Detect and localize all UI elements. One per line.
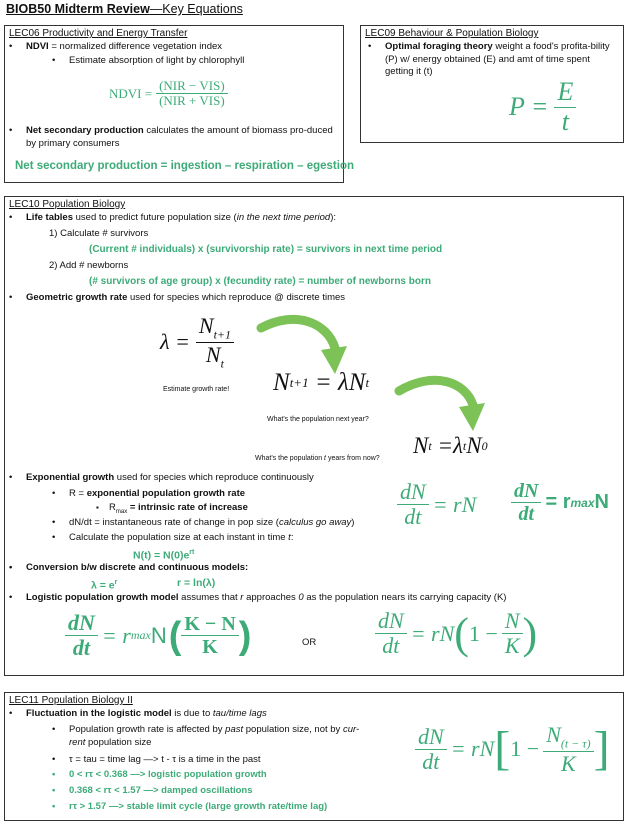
calculate-instant-text: • Calculate the population size at each instant in time t: (69, 532, 293, 545)
tau-range-3: • rτ > 1.57 —> stable limit cycle (large growth rate/time lag) (69, 801, 327, 814)
tau-definition: • τ = tau = time lag —> t - τ is a time in the past (69, 754, 261, 767)
page-title: BIOB50 Midterm Review—Key Equations (6, 2, 243, 16)
time-lag-equation: $\frac{dN}{dt}$ = rN [ 1 − $\frac{N_{(t - \tau)}}{K}$ ] (415, 723, 610, 776)
fluctuation-definition: • Fluctuation in the logistic model is due to tau/time lags (26, 708, 267, 721)
nt-equation: $N(t) = N(0)e^{rt}$ (133, 549, 195, 562)
dndt-definition: • dN/dt = instantaneous rate of change in pop size (calculus go away) (69, 517, 354, 530)
lec06-section (4, 25, 354, 183)
oft-equation: P = $\frac{E}{t}$ (509, 78, 576, 136)
life-step-1-equation: (Current # individuals) x (survivorship rate) = survivors in next time period (89, 244, 443, 255)
logistic-definition: • Logistic population growth model assumes that r approaches 0 as the population nears its carrying capacity (K) (26, 592, 506, 605)
tau-range-2: • 0.368 < rτ < 1.57 —> damped oscillations (69, 785, 253, 798)
ndvi-subpoint: • Estimate absorption of light by chlorophyll (69, 55, 244, 68)
lec10-section (4, 196, 624, 676)
logistic-equation-2: $\frac{dN}{dt}$ = rN ( 1 − $\frac{N}{K}$ ) (375, 609, 537, 658)
t-years-caption: What's the population t years from now? (255, 455, 380, 462)
exponential-equation-2: $\frac{dN}{dt}$ = r max N (511, 480, 609, 525)
nsp-equation: Net secondary production = ingestion – respiration – egestion (15, 160, 354, 172)
next-year-caption: What's the population next year? (267, 416, 369, 423)
lec06-heading: LEC06 Productivity and Energy Transfer (9, 28, 188, 39)
lec09-heading: LEC09 Behaviour & Population Biology (365, 28, 539, 39)
or-label: OR (302, 637, 317, 648)
conversion-equation-2: r = ln(λ) (177, 577, 216, 589)
lec11-section (4, 692, 624, 821)
logistic-equation-1: $\frac{dN}{dt}$ = r max N ( $\frac{K - N}{K}$ ) (65, 611, 251, 660)
past-population-text: • Population growth rate is affected by past population size, not by cur-rent population size (69, 724, 369, 749)
tau-range-1: • 0 < rτ < 0.368 —> logistic population growth (69, 769, 267, 782)
life-step-2-equation: (# survivors of age group) x (fecundity rate) = number of newborns born (89, 276, 431, 287)
conversion-definition: • Conversion b/w discrete and continuous models: (26, 562, 248, 575)
r-definition: • R = exponential population growth rate (69, 488, 245, 501)
lambda-equation: λ = $\frac{N_{t+1}}{N_t}$ (160, 314, 234, 370)
oft-definition: • Optimal foraging theory weight a food's profita-bility (P) w/ energy obtained (E) and amt of time spent getting it (t) (385, 41, 615, 79)
lec10-heading: LEC10 Population Biology (9, 199, 126, 210)
life-tables-definition: • Life tables used to predict future population size (in the next time period): (26, 212, 336, 225)
curved-arrow-2 (393, 373, 493, 441)
life-step-2: 2) Add # newborns (49, 260, 129, 271)
next-year-equation: N t+1 = λN t (273, 369, 370, 396)
ndvi-equation: NDVI = $\frac{\text{(NIR − VIS)}}{\text{(NIR + VIS)}}$ (109, 79, 228, 109)
lambda-caption: Estimate growth rate! (163, 386, 230, 393)
lec11-heading: LEC11 Population Biology II (9, 695, 133, 706)
lec09-section (360, 25, 624, 143)
conversion-equation-1: $\lambda = e^r$ (91, 579, 118, 592)
life-step-1: 1) Calculate # survivors (49, 228, 149, 239)
rmax-definition: ▪ $R_{max}$ = intrinsic rate of increase (109, 502, 248, 518)
exponential-growth-definition: • Exponential growth used for species which reproduce continuously (26, 472, 314, 485)
exponential-equation-1: $\frac{dN}{dt}$ = rN (397, 480, 476, 529)
t-years-equation: N t =λ t N 0 (413, 433, 488, 458)
geometric-growth-definition: • Geometric growth rate used for species which reproduce @ discrete times (26, 292, 345, 305)
nsp-definition: • Net secondary production calculates the amount of biomass pro-duced by primary consumers (26, 125, 336, 150)
ndvi-definition: • NDVI = normalized difference vegetation index (26, 41, 222, 54)
